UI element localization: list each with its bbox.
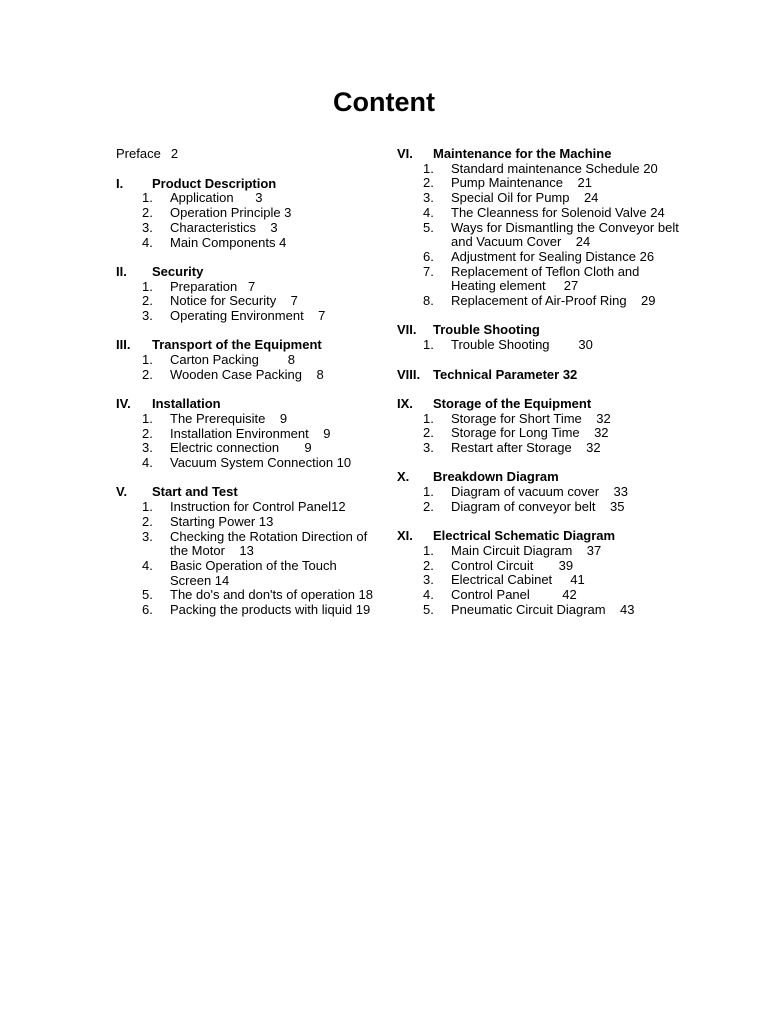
toc-item-number: 3. [142,308,153,324]
toc-item-text: The Prerequisite 9 [170,410,288,426]
toc-item-number: 3. [142,528,153,544]
toc-item-text: Operating Environment 7 [170,308,326,324]
toc-item-number: 5. [142,587,153,603]
toc-item-text: Storage for Long Time 32 [451,425,609,441]
toc-item-number: 1. [423,337,434,353]
toc-item [397,500,687,515]
toc-item-number: 4. [423,587,434,603]
toc-item [397,162,687,177]
toc-section [116,265,376,324]
toc-item-number: 2. [142,293,153,309]
toc-item [116,206,376,221]
toc-item [116,221,376,236]
toc-item-text: Standard maintenance Schedule 20 [451,160,658,176]
toc-item-text: Installation Environment 9 [170,425,331,441]
section-title: Breakdown Diagram [433,469,559,485]
toc-item-text: Replacement of Air-Proof Ring 29 [451,293,656,309]
section-number: VI. [397,146,413,161]
toc-item-text: Pneumatic Circuit Diagram 43 [451,601,635,617]
section-title: Start and Test [152,484,238,500]
toc-item [116,412,376,427]
preface-page-number: 2 [170,146,179,161]
toc-item-number: 3. [423,572,434,588]
toc-item [116,456,376,471]
section-item-list [397,338,687,353]
toc-item-text: Wooden Case Packing 8 [170,366,324,382]
toc-item-text: Packing the products with liquid 19 [170,602,371,618]
section-heading [116,397,376,412]
toc-section [116,177,376,251]
toc-item-text: The Cleanness for Solenoid Valve 24 [451,204,665,220]
toc-right-column [397,147,687,632]
toc-item-number: 1. [423,410,434,426]
section-number: VII. [397,322,417,338]
toc-item [397,485,687,500]
toc-item [116,309,376,324]
section-title: Storage of the Equipment [433,395,592,411]
section-heading [397,529,687,544]
toc-item-text: Electric connection 9 [170,440,312,456]
section-number: V. [116,484,128,500]
toc-item [397,559,687,574]
toc-right-sections [397,147,687,617]
section-heading [116,177,376,192]
toc-item [116,294,376,309]
toc-item [116,280,376,295]
section-heading [397,397,687,412]
section-title: Electrical Schematic Diagram [433,528,616,544]
toc-item-text: Preparation 7 [170,278,256,294]
toc-item-text: Operation Principle 3 [170,205,292,221]
section-heading [397,470,687,485]
toc-section [397,147,687,309]
toc-item [116,588,376,603]
section-item-list [116,353,376,382]
toc-item-number: 5. [423,219,434,235]
toc-item-text: Starting Power 13 [170,513,274,529]
section-title: Product Description [152,175,277,191]
toc-section [397,368,687,383]
toc-section [116,338,376,382]
toc-item-text: Application 3 [170,190,263,206]
toc-item-text: The do's and don'ts of operation 18 [170,587,373,603]
preface-label: Preface [116,146,161,161]
toc-item-text: Checking the Rotation Direction of the Motor 13 [170,528,371,559]
toc-section [397,323,687,352]
toc-item [397,265,687,294]
toc-item [397,412,687,427]
toc-item-number: 3. [142,440,153,456]
toc-item-text: Characteristics 3 [170,219,278,235]
toc-item-number: 1. [142,190,153,206]
toc-item-number: 1. [423,484,434,500]
toc-item-text: Adjustment for Sealing Distance 26 [451,248,655,264]
toc-item-number: 2. [142,425,153,441]
toc-item-text: Diagram of vacuum cover 33 [451,484,629,500]
section-number: VIII. [397,366,421,382]
toc-item-number: 1. [142,278,153,294]
toc-item-number: 2. [423,175,434,191]
section-title: Maintenance for the Machine [433,146,612,161]
toc-left-column [116,147,376,632]
toc-item [116,353,376,368]
toc-item-text: Control Panel 42 [451,587,577,603]
toc-item-number: 2. [423,498,434,514]
toc-item [116,530,376,559]
section-title: Technical Parameter 32 [433,366,578,382]
toc-item [397,338,687,353]
toc-item-number: 6. [423,248,434,264]
section-number: IV. [116,396,131,412]
toc-item [397,426,687,441]
toc-item [116,441,376,456]
toc-section [397,397,687,456]
toc-item-number: 1. [142,499,153,515]
toc-item-text: Special Oil for Pump 24 [451,190,599,206]
toc-section [116,485,376,617]
toc-item-text: Replacement of Teflon Cloth and Heating element 27 [451,263,644,294]
toc-item-number: 1. [142,352,153,368]
section-heading [397,368,687,383]
section-number: I. [116,175,124,191]
toc-item-text: Ways for Dismantling the Conveyor belt and Vacuum Cover 24 [451,219,683,250]
toc-item [397,206,687,221]
toc-item [397,191,687,206]
toc-item-number: 3. [142,219,153,235]
toc-item-text: Notice for Security 7 [170,293,298,309]
section-heading [397,323,687,338]
toc-item-number: 2. [142,205,153,221]
toc-item-number: 5. [423,601,434,617]
toc-item-text: Electrical Cabinet 41 [451,572,585,588]
toc-item [116,427,376,442]
section-number: IX. [397,395,413,411]
toc-item [116,603,376,618]
section-heading [116,485,376,500]
section-item-list [116,191,376,250]
toc-item-number: 2. [142,513,153,529]
toc-item [116,515,376,530]
toc-item-text: Carton Packing 8 [170,352,296,368]
page-title: Content [333,87,435,117]
toc-section [397,529,687,617]
toc-item-number: 4. [142,557,153,573]
toc-item-number: 2. [142,366,153,382]
section-item-list [116,412,376,471]
toc-item [397,294,687,309]
section-number: III. [116,337,131,353]
toc-item-number: 3. [423,440,434,456]
toc-item-number: 1. [423,160,434,176]
toc-item-number: 2. [423,425,434,441]
section-heading [397,147,687,162]
toc-item [116,559,376,588]
toc-item-text: Diagram of conveyor belt 35 [451,498,625,514]
section-heading [116,338,376,353]
toc-item-text: Pump Maintenance 21 [451,175,592,191]
toc-item-text: Main Components 4 [170,234,287,250]
toc-item [397,573,687,588]
section-heading [116,265,376,280]
section-item-list [397,485,687,514]
toc-item-text: Trouble Shooting 30 [451,337,593,353]
toc-item-number: 1. [423,542,434,558]
toc-item-text: Storage for Short Time 32 [451,410,611,426]
toc-item [397,441,687,456]
toc-item-number: 6. [142,602,153,618]
toc-item-number: 4. [423,204,434,220]
toc-section [397,470,687,514]
toc-item [397,544,687,559]
toc-item-text: Instruction for Control Panel12 [170,499,346,515]
section-number: II. [116,263,127,279]
toc-section [116,397,376,471]
toc-item-number: 4. [142,234,153,250]
toc-item-number: 4. [142,455,153,471]
section-title: Transport of the Equipment [152,337,322,353]
toc-item-number: 8. [423,293,434,309]
section-item-list [116,280,376,324]
toc-item [116,236,376,251]
section-item-list [397,412,687,456]
section-number: X. [397,469,410,485]
toc-item-text: Control Circuit 39 [451,557,574,573]
toc-item-number: 7. [423,263,434,279]
section-title: Security [152,263,204,279]
toc-item [397,250,687,265]
section-title: Trouble Shooting [433,322,540,338]
toc-item [116,191,376,206]
section-item-list [116,500,376,618]
toc-preface-entry [116,147,376,162]
section-number: XI. [397,528,413,544]
toc-item [116,500,376,515]
section-item-list [397,162,687,309]
toc-item [397,221,687,250]
toc-item-number: 3. [423,190,434,206]
toc-item [397,603,687,618]
section-title: Installation [152,396,221,412]
toc-item [116,368,376,383]
toc-left-sections [116,177,376,618]
toc-item-text: Vacuum System Connection 10 [170,455,352,471]
toc-item-text: Restart after Storage 32 [451,440,601,456]
toc-item-text: Main Circuit Diagram 37 [451,542,602,558]
toc-item [397,176,687,191]
toc-item-number: 2. [423,557,434,573]
toc-item [397,588,687,603]
toc-item-number: 1. [142,410,153,426]
section-item-list [397,544,687,618]
toc-item-text: Basic Operation of the Touch Screen 14 [170,557,341,588]
